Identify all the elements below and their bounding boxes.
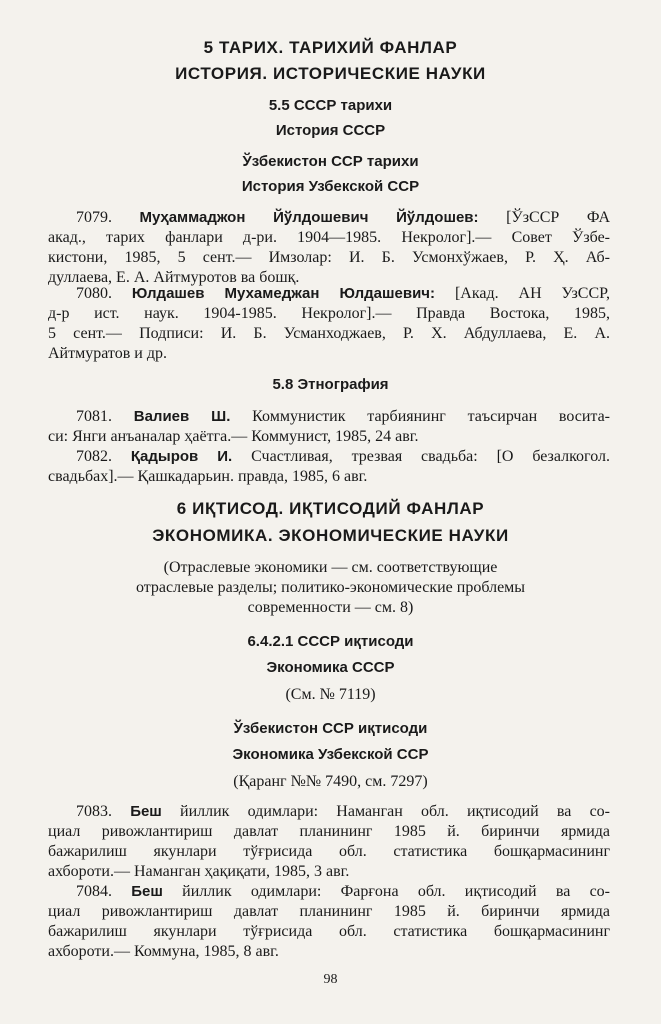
entry-7084 xyxy=(48,882,610,962)
entry-7079-line4: дуллаева, Е. А. Айтмуротов ва бошқ. xyxy=(48,269,300,286)
entry-text: Коммунистик тарбиянинг таъсирчан восита- xyxy=(252,408,611,425)
subsection-6-4-2-1-ru: Экономика СССР xyxy=(266,659,395,676)
entry-author: Беш xyxy=(131,883,163,900)
entry-number: 7082. xyxy=(76,448,112,465)
entry-7084-line2: циал ривожлантириш давлат планининг 1985 й. биринчи ярмида xyxy=(48,903,610,920)
subsection-5-5-ru: История СССР xyxy=(275,122,386,139)
entry-7080-line2: д-р ист. наук. 1904-1985. Некролог].— Правда Востока, 1985, xyxy=(48,305,610,322)
entry-text: йиллик одимлари: Наманган обл. иқтисодий ва со- xyxy=(180,803,610,820)
entry-7080 xyxy=(48,284,610,364)
entry-author: Қадыров И. xyxy=(130,448,233,465)
entry-author: Юлдашев Мухамеджан Юлдашевич: xyxy=(131,285,436,302)
entry-author: Беш xyxy=(130,803,162,820)
entry-7083-line3: бажарилиш якунлари тўғрисида обл. статистика бошқармасининг xyxy=(48,843,610,860)
entry-text: йиллик одимлари: Фарғона обл. иқтисодий ва со- xyxy=(182,883,610,900)
entry-7081-line2: си: Янги анъаналар ҳаётга.— Коммунист, 1985, 24 авг. xyxy=(48,428,419,445)
entry-7082-line2: свадьбах].— Қашкадарьин. правда, 1985, 6 авг. xyxy=(48,468,368,485)
subsection-5-5-uz: 5.5 СССР тарихи xyxy=(268,97,393,114)
section-6-heading-ru: ЭКОНОМИКА. ЭКОНОМИЧЕСКИЕ НАУКИ xyxy=(152,526,509,545)
section-6-note-line2: отраслевые разделы; политико-экономические проблемы xyxy=(135,579,526,596)
entry-number: 7081. xyxy=(76,408,112,425)
entry-number: 7079. xyxy=(76,209,112,226)
entry-7084-line1 xyxy=(48,882,610,902)
entry-7080-line3: 5 сент.— Подписи: И. Б. Усманходжаев, Р. Х. Абдуллаева, Е. А. xyxy=(48,325,610,342)
subsection-6-4-2-1-uz: 6.4.2.1 СССР иқтисоди xyxy=(247,633,414,650)
subsection-uzssr-econ-uz: Ўзбекистон ССР иқтисоди xyxy=(233,720,428,737)
subsection-5-8-title: 5.8 Этнография xyxy=(272,376,389,393)
subsection-uzssr-ru: История Узбекской ССР xyxy=(241,178,420,195)
entry-7084-line4: ахбороти.— Коммуна, 1985, 8 авг. xyxy=(48,943,279,960)
section-6-note-line1: (Отраслевые экономики — см. соответствующие xyxy=(163,559,498,576)
entry-text: [ЎзССР ФА xyxy=(506,209,610,226)
entry-7079-line3: кистони, 1985, 5 сент.— Имзолар: И. Б. Усмонхўжаев, Р. Ҳ. Аб- xyxy=(48,249,610,266)
entry-7081-line1 xyxy=(48,407,610,427)
entry-7083-line1 xyxy=(48,802,610,822)
entry-7083 xyxy=(48,802,610,882)
page-number: 98 xyxy=(323,972,338,987)
entry-7080-line4: Айтмуратов и др. xyxy=(48,345,167,362)
entry-number: 7083. xyxy=(76,803,112,820)
entry-number: 7084. xyxy=(76,883,112,900)
entry-7082 xyxy=(48,447,610,487)
cross-reference-2: (Қаранг №№ 7490, см. 7297) xyxy=(233,773,428,790)
subsection-uzssr-uz: Ўзбекистон ССР тарихи xyxy=(242,153,419,170)
entry-7079 xyxy=(48,208,610,288)
cross-reference-1: (См. № 7119) xyxy=(285,686,376,703)
section-5-heading-uz: 5 ТАРИХ. ТАРИХИЙ ФАНЛАР xyxy=(203,38,458,57)
entry-text: [Акад. АН УзССР, xyxy=(454,285,611,302)
entry-author: Валиев Ш. xyxy=(133,408,231,425)
entry-7083-line4: ахбороти.— Наманган ҳақиқати, 1985, 3 авг. xyxy=(48,863,350,880)
section-6-heading-uz: 6 ИҚТИСОД. ИҚТИСОДИЙ ФАНЛАР xyxy=(176,499,485,518)
entry-7079-line2: акад., тарих фанлари д-ри. 1904—1985. Некролог].— Совет Ўзбе- xyxy=(48,229,610,246)
entry-text: Счастливая, трезвая свадьба: [О безалкогол. xyxy=(251,448,610,465)
entry-author: Муҳаммаджон Йўлдошевич Йўлдошев: xyxy=(139,209,479,226)
entry-7079-line1 xyxy=(48,208,610,228)
entry-7080-line1 xyxy=(48,284,610,304)
subsection-uzssr-econ-ru: Экономика Узбекской ССР xyxy=(232,746,429,763)
entry-7082-line1 xyxy=(48,447,610,467)
entry-7081 xyxy=(48,407,610,447)
section-5-heading-ru: ИСТОРИЯ. ИСТОРИЧЕСКИЕ НАУКИ xyxy=(175,64,486,83)
entry-7083-line2: циал ривожлантириш давлат планининг 1985 й. биринчи ярмида xyxy=(48,823,610,840)
entry-number: 7080. xyxy=(76,285,112,302)
section-6-note-line3: современности — см. 8) xyxy=(247,599,414,616)
entry-7084-line3: бажарилиш якунлари тўғрисида обл. статистика бошқармасининг xyxy=(48,923,610,940)
